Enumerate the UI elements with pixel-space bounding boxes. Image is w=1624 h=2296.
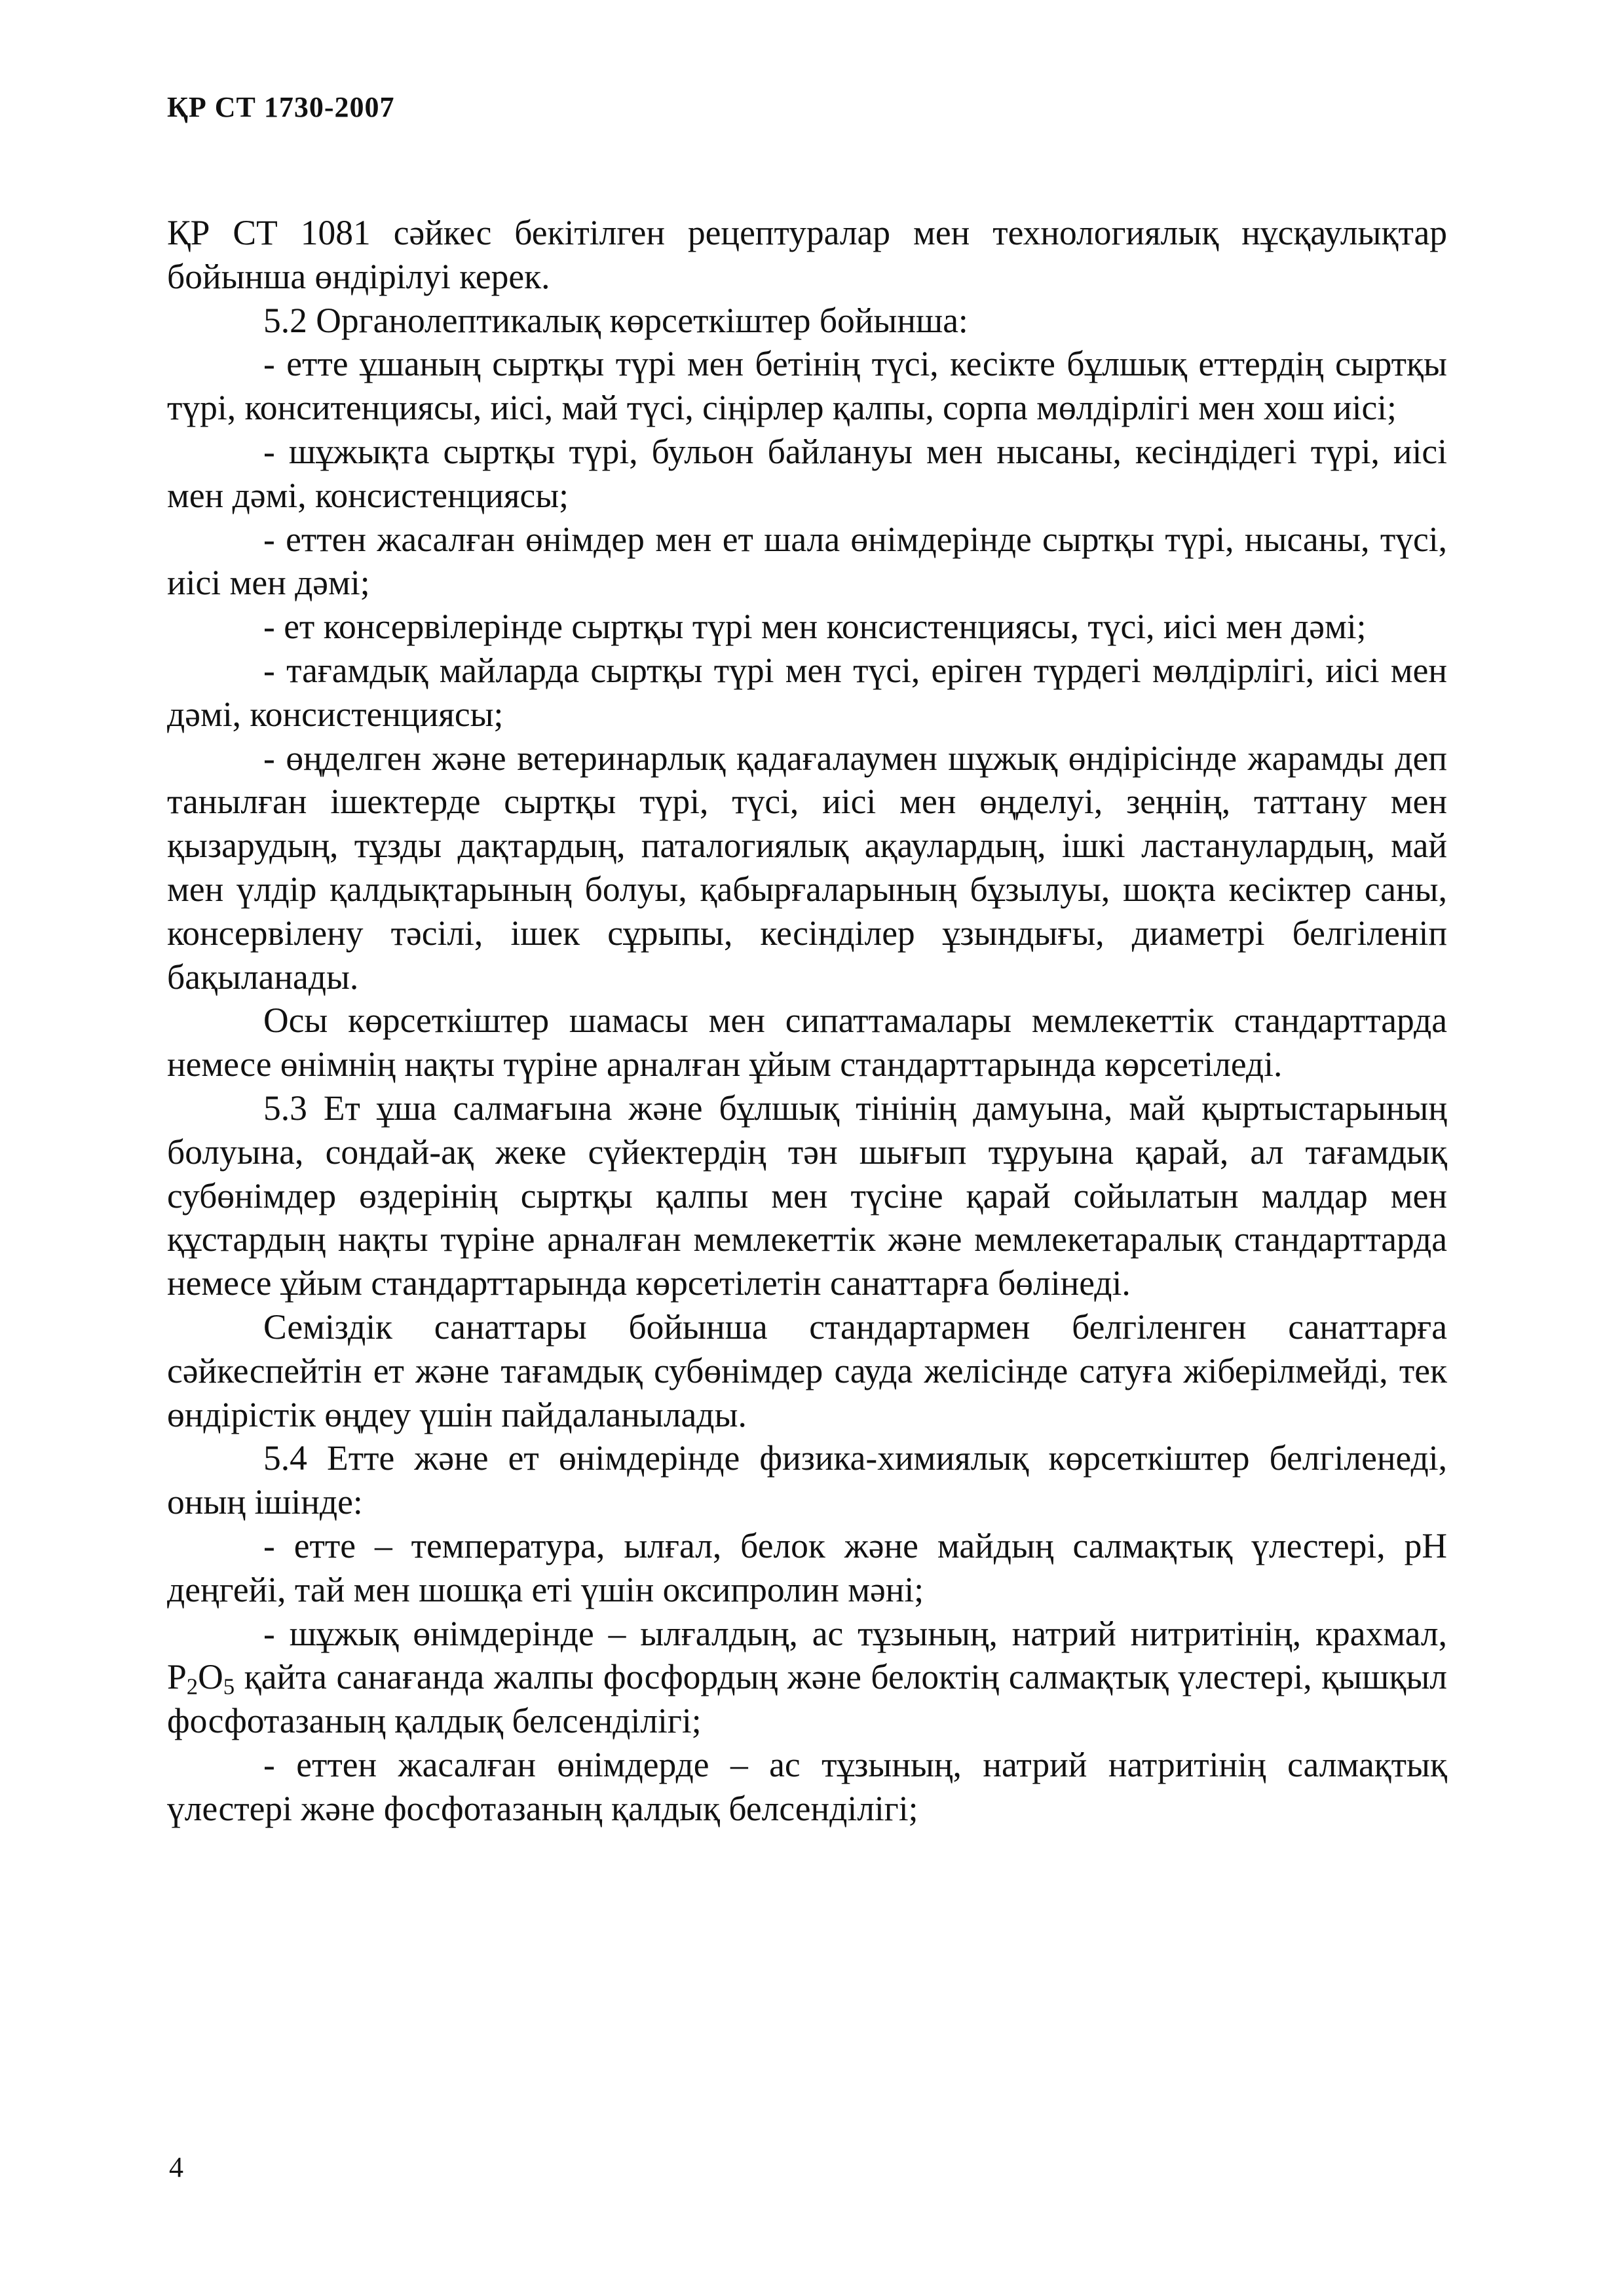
list-item: - шұжықта сыртқы түрі, бульон байлануы мен нысаны, кесіндідегі түрі, иісі мен дәмі, консистенциясы; xyxy=(167,431,1447,515)
document-header-standard-id: ҚР СТ 1730-2007 xyxy=(167,91,395,123)
list-item: - еттен жасалған өнімдер мен ет шала өнімдерінде сыртқы түрі, нысаны, түсі, иісі мен дәмі; xyxy=(167,519,1447,603)
list-item-text-end: қайта санағанда жалпы фосфордың және белоктің салмақтық үлестері, қышқыл фосфотазаның қалдық белсенділігі; xyxy=(167,1657,1447,1741)
document-body xyxy=(167,211,1447,1830)
paragraph-values: Осы көрсеткіштер шамасы мен сипаттамалары мемлекеттік стандарттарда немесе өнімнің нақты түріне арналған ұйым стандарттарында көрсетіледі. xyxy=(167,1001,1447,1084)
formula-p-subscript: 2 xyxy=(186,1674,198,1700)
paragraph-5-4: 5.4 Етте және ет өнімдерінде физика-химиялық көрсеткіштер белгіленеді, оның ішінде: xyxy=(167,1438,1447,1522)
formula-p: P xyxy=(167,1657,187,1697)
list-item: - тағамдық майларда сыртқы түрі мен түсі, еріген түрдегі мөлдірлігі, иісі мен дәмі, консистенциясы; xyxy=(167,650,1447,734)
paragraph-5-2: 5.2 Органолептикалық көрсеткіштер бойынша: xyxy=(263,300,968,340)
list-item: - еттен жасалған өнімдерде – ас тұзының, натрий натритінің салмақтық үлестері және фосфотазаның қалдық белсенділігі; xyxy=(167,1744,1447,1828)
list-item: - етте – температура, ылғал, белок және майдың салмақтық үлестері, pH деңгейі, тай мен шошқа еті үшін оксипролин мәні; xyxy=(167,1525,1447,1609)
list-item: - өңделген және ветеринарлық қадағалаумен шұжық өндірісінде жарамды деп танылған ішектерде сыртқы түрі, түсі, иісі мен өңделуі, зеңнің, таттану мен қызарудың, тұзды дақтардың, паталогиялық ақаулардың, ішкі ластанулардың, май мен үлдір қалдықтарының болуы, қабырғаларының бұзылуы, шоқта кесіктер саны, консервілену тәсілі, ішек сұрыпы, кесінділер ұзындығы, диаметрі белгіленіп бақыланады. xyxy=(167,738,1447,997)
formula-o-subscript: 5 xyxy=(223,1674,235,1700)
paragraph-5-3: 5.3 Ет ұша салмағына және бұлшық тінінің дамуына, май қыртыстарының болуына, сондай-ақ жеке сүйектердің тән шығып тұруына қарай, ал тағамдық субөнімдер өздерінің сыртқы қалпы мен түсіне қарай сойылатын малдар мен құстардың нақты түріне арналған мемлекеттік және мемлекетаралық стандарттарда немесе ұйым стандарттарында көрсетілетін санаттарға бөлінеді. xyxy=(167,1088,1447,1303)
paragraph-fatness-categories: Семіздік санаттары бойынша стандартармен белгіленген санаттарға сәйкеспейтін ет және тағамдық субөнімдер сауда желісінде сатуға жіберілмейді, тек өндірістік өңдеу үшін пайдаланылады. xyxy=(167,1307,1447,1434)
list-item-with-formula xyxy=(167,1612,1447,1743)
list-item-text-start: - шұжық өнімдерінде – ылғалдың, ас тұзының, натрий нитритінің, крахмал, xyxy=(263,1613,1447,1653)
list-item: - ет консервілерінде сыртқы түрі мен консистенциясы, түсі, иісі мен дәмі; xyxy=(263,607,1367,647)
paragraph-continuation: ҚР СТ 1081 сәйкес бекітілген рецептуралар мен технологиялық нұсқаулықтар бойынша өндірілуі керек. xyxy=(167,213,1447,296)
list-item: - етте ұшаның сыртқы түрі мен бетінің түсі, кесікте бұлшық еттердің сыртқы түрі, конситенциясы, иісі, май түсі, сіңірлер қалпы, сорпа мөлдірлігі мен хош иісі; xyxy=(167,344,1447,428)
page-number: 4 xyxy=(169,2151,183,2183)
formula-o: O xyxy=(198,1657,223,1697)
